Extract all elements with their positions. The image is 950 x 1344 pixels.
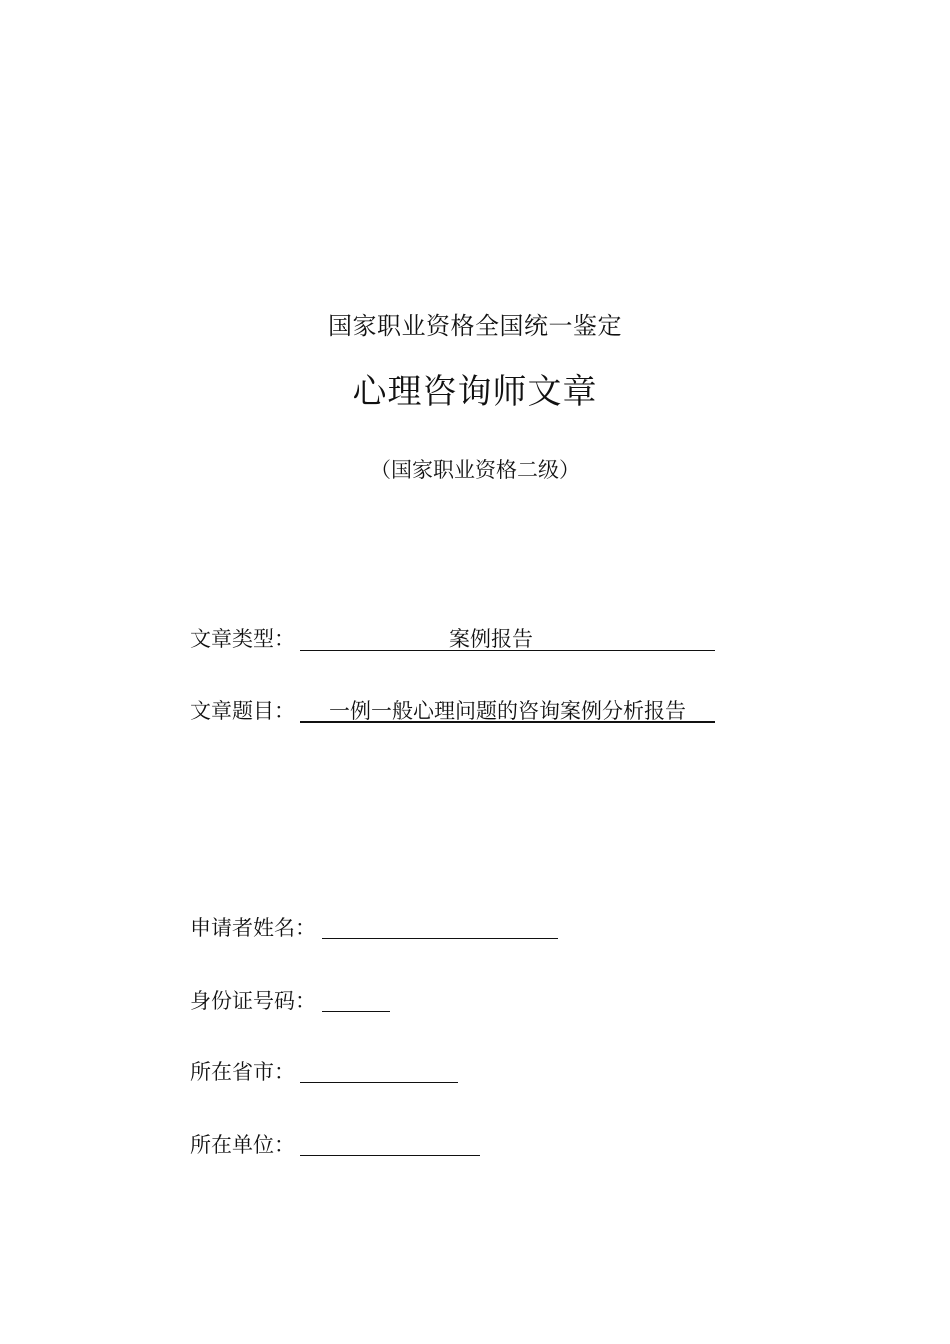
province-underline: [300, 1082, 458, 1083]
exam-header: 国家职业资格全国统一鉴定: [328, 312, 622, 340]
article-type-value: 案例报告: [449, 627, 533, 651]
id-number-underline: [322, 1011, 390, 1012]
article-topic-underline: [300, 721, 715, 723]
page-title: 心理咨询师文章: [352, 372, 598, 412]
applicant-name-label: 申请者姓名：: [190, 916, 316, 940]
article-topic-label: 文章题目：: [190, 699, 295, 723]
work-unit-underline: [300, 1155, 480, 1156]
applicant-name-underline: [322, 938, 558, 939]
id-number-label: 身份证号码：: [190, 989, 316, 1013]
article-type-underline: [300, 650, 715, 651]
qualification-level: （国家职业资格二级）: [370, 458, 580, 482]
province-label: 所在省市：: [190, 1060, 295, 1084]
article-topic-value: 一例一般心理问题的咨询案例分析报告: [329, 699, 686, 723]
article-type-label: 文章类型：: [190, 627, 295, 651]
work-unit-label: 所在单位：: [190, 1133, 295, 1157]
